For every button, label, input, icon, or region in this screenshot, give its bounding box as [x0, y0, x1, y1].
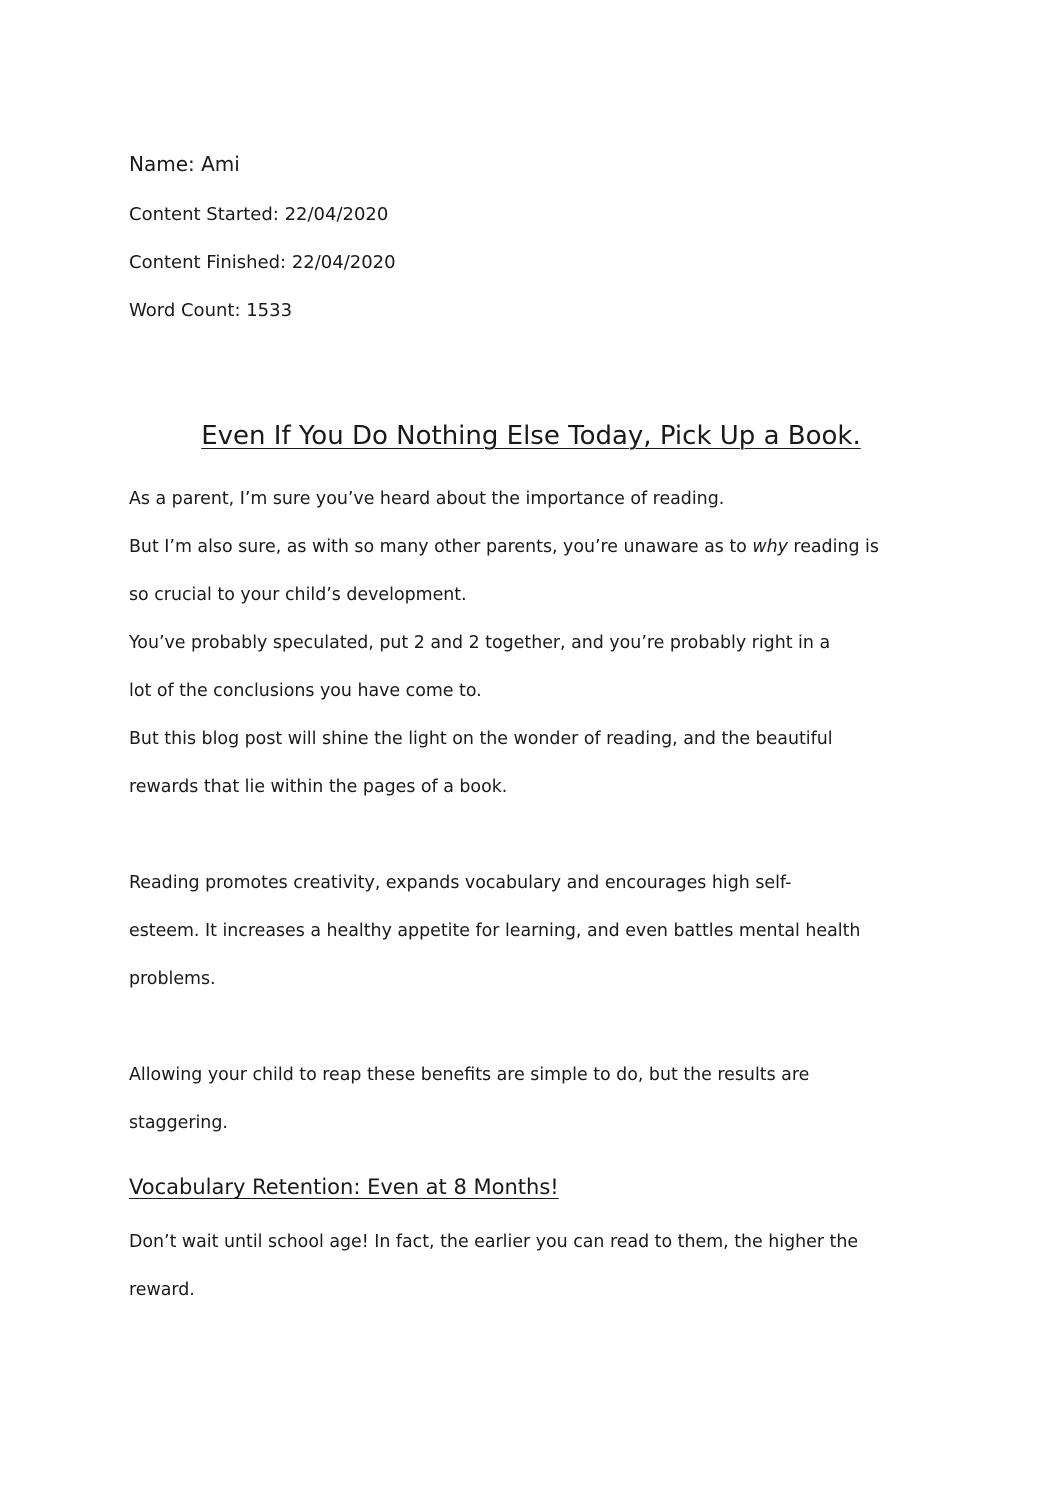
- word-count: Word Count: 1533: [129, 300, 293, 321]
- text-run: reading is: [787, 537, 879, 557]
- emphasis-text: why: [752, 537, 788, 557]
- paragraph-line: Reading promotes creativity, expands vocabulary and encourages high self-: [129, 873, 792, 893]
- paragraph-line: esteem. It increases a healthy appetite for learning, and even battles mental health: [129, 921, 861, 941]
- paragraph-line: [129, 523, 939, 571]
- paragraph-line: so crucial to your child’s development.: [129, 585, 467, 605]
- article-title: Even If You Do Nothing Else Today, Pick Up a Book.: [201, 421, 861, 451]
- paragraph-line: As a parent, I’m sure you’ve heard about the importance of reading.: [129, 489, 725, 509]
- paragraph-line: lot of the conclusions you have come to.: [129, 681, 482, 701]
- paragraph-line: reward.: [129, 1280, 195, 1300]
- author-name: Name: Ami: [129, 152, 240, 176]
- paragraph-line: staggering.: [129, 1113, 228, 1133]
- paragraph-line: You’ve probably speculated, put 2 and 2 together, and you’re probably right in a: [129, 633, 831, 653]
- paragraph-line: Don’t wait until school age! In fact, the earlier you can read to them, the higher the: [129, 1232, 859, 1252]
- paragraph-line: Allowing your child to reap these benefits are simple to do, but the results are: [129, 1065, 810, 1085]
- content-started: Content Started: 22/04/2020: [129, 204, 389, 225]
- section-heading: Vocabulary Retention: Even at 8 Months!: [129, 1175, 559, 1199]
- content-finished: Content Finished: 22/04/2020: [129, 252, 396, 273]
- paragraph-line: But this blog post will shine the light on the wonder of reading, and the beautiful: [129, 729, 833, 749]
- text-run: But I’m also sure, as with so many other parents, you’re unaware as to: [129, 537, 753, 557]
- paragraph-line: problems.: [129, 969, 216, 989]
- paragraph-line: rewards that lie within the pages of a book.: [129, 777, 508, 797]
